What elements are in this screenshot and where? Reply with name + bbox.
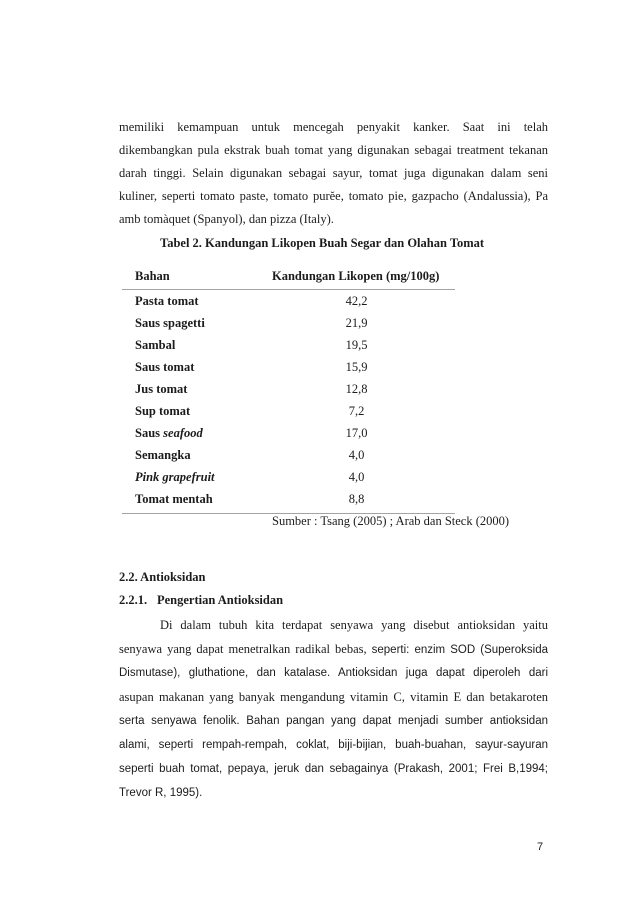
cell-bahan: Sup tomat [135, 404, 191, 418]
cell-kandungan: 7,2 [348, 404, 365, 418]
cell-kandungan: 4,0 [348, 470, 365, 484]
paragraph-line: memiliki kemampuan untuk mencegah penyakit kanker. Saat ini telah [119, 120, 548, 134]
cell-bahan: Pink grapefruit [135, 470, 215, 484]
paragraph-line: alami, seperti rempah-rempah, coklat, biji-bijian, buah-buahan, sayur-sayuran [119, 739, 548, 751]
cell-kandungan: 17,0 [345, 426, 368, 440]
subsection-title: Pengertian Antioksidan [157, 593, 284, 607]
cell-kandungan: 8,8 [348, 492, 365, 506]
paragraph-line: seperti buah tomat, pepaya, jeruk dan sebagainya (Prakash, 2001; Frei B,1994; [119, 763, 548, 775]
table-row [122, 488, 455, 510]
page-number: 7 [537, 841, 544, 853]
table-row [122, 334, 455, 356]
paragraph-line: Di dalam tubuh kita terdapat senyawa yang disebut antioksidan yaitu [160, 618, 548, 632]
cell-bahan: Tomat mentah [135, 492, 213, 506]
cell-bahan: Saus spagetti [135, 316, 205, 330]
table-header-row [122, 263, 455, 290]
line-segment: senyawa yang dapat menetralkan radikal bebas, [119, 642, 367, 656]
cell-kandungan: 4,0 [348, 448, 365, 462]
paragraph-line: Trevor R, 1995). [119, 787, 203, 799]
paragraph-line: amb tomàquet (Spanyol), dan pizza (Italy). [119, 212, 334, 226]
cell-bahan-text: Saus [135, 426, 161, 440]
paragraph-line: asupan makanan yang banyak mengandung vitamin C, vitamin E dan betakaroten [119, 690, 548, 704]
cell-bahan-term: seafood [163, 426, 203, 440]
intro-paragraph [119, 116, 548, 231]
table-row [122, 422, 455, 444]
paragraph-line: serta senyawa fenolik. Bahan pangan yang dapat menjadi sumber antioksidan [119, 715, 548, 727]
cell-bahan: Semangka [135, 448, 191, 462]
antioxidant-paragraph [119, 613, 548, 805]
subsection-number: 2.2.1. [119, 593, 148, 607]
table-row [122, 312, 455, 334]
cell-kandungan: 12,8 [345, 382, 368, 396]
table-row [122, 444, 455, 466]
cell-kandungan: 21,9 [345, 316, 368, 330]
paragraph-line [119, 637, 548, 661]
cell-kandungan: 19,5 [345, 338, 368, 352]
table-source: Sumber : Tsang (2005) ; Arab dan Steck (2000) [272, 514, 510, 528]
table-header-bahan: Bahan [135, 269, 170, 283]
subsection-heading [119, 589, 283, 611]
paragraph-line: dikembangkan pula ekstrak buah tomat yang digunakan sebagai treatment tekanan [119, 143, 548, 157]
table-body [122, 290, 455, 514]
cell-bahan: Jus tomat [135, 382, 188, 396]
cell-kandungan: 42,2 [345, 294, 368, 308]
cell-kandungan: 15,9 [345, 360, 368, 374]
section-heading: 2.2. Antioksidan [119, 570, 206, 584]
line-segment: seperti: enzim SOD (Superoksida [371, 644, 549, 656]
paragraph-line: Dismutase), gluthatione, dan katalase. Antioksidan juga dapat diperoleh dari [119, 667, 548, 679]
table-caption: Tabel 2. Kandungan Likopen Buah Segar dan Olahan Tomat [160, 236, 485, 250]
table-row [122, 378, 455, 400]
paragraph-line: darah tinggi. Selain digunakan sebagai sayur, tomat juga digunakan dalam seni [119, 166, 548, 180]
table-header-kandungan: Kandungan Likopen (mg/100g) [272, 269, 440, 283]
table-row [122, 466, 455, 488]
cell-bahan [122, 422, 272, 444]
cell-bahan: Sambal [135, 338, 176, 352]
cell-bahan: Pasta tomat [135, 294, 199, 308]
lycopene-table [122, 263, 455, 514]
table-row [122, 290, 455, 312]
cell-bahan: Saus tomat [135, 360, 195, 374]
table-row [122, 356, 455, 378]
table-row [122, 400, 455, 422]
paragraph-line: kuliner, seperti tomato paste, tomato purĕe, tomato pie, gazpacho (Andalussia), Pa [119, 189, 548, 203]
